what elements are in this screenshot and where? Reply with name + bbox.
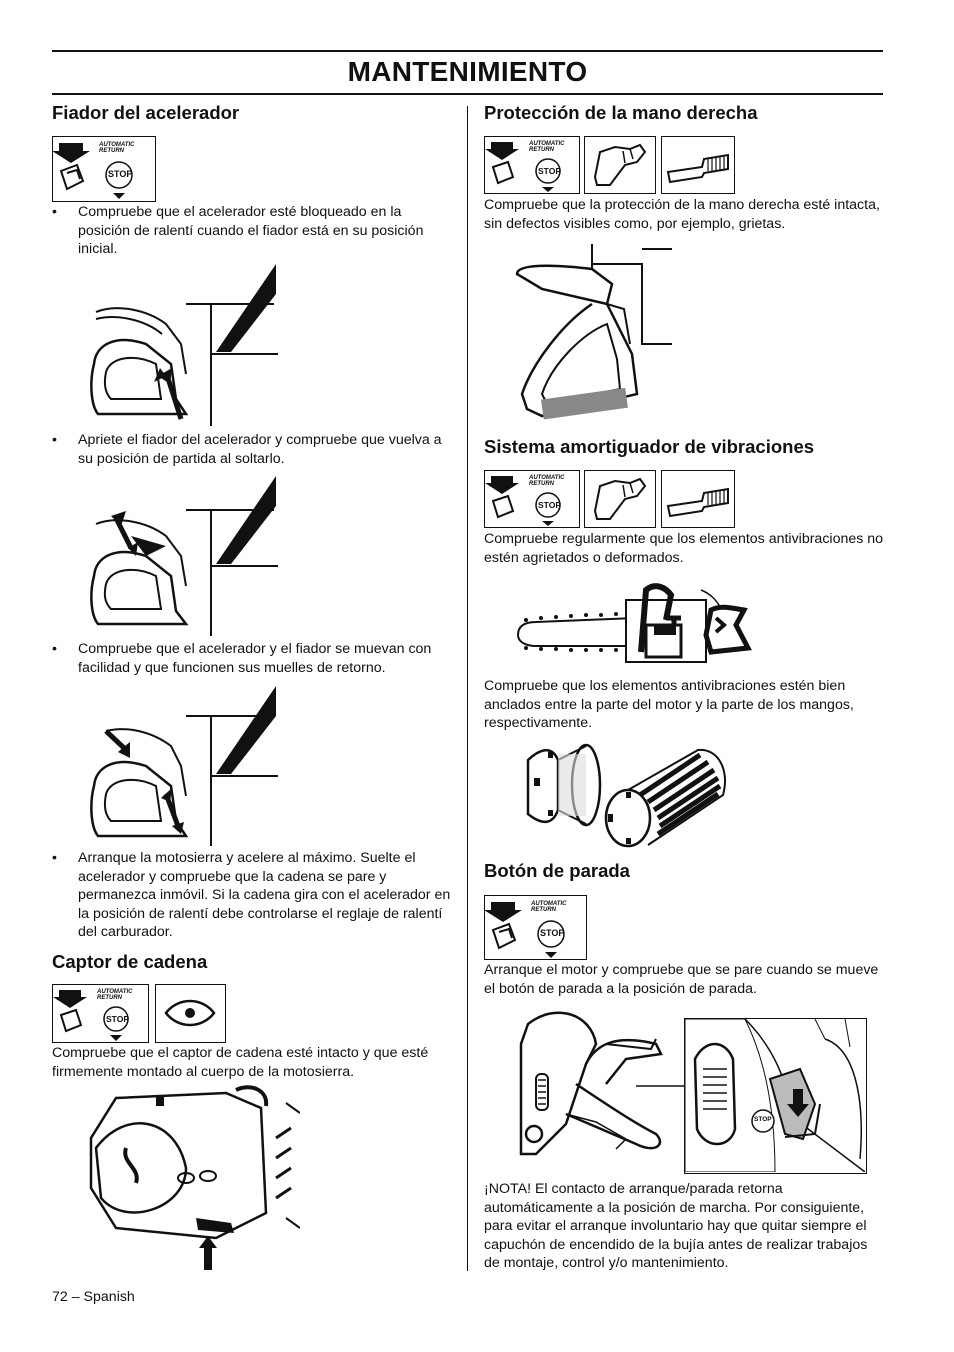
bullet-text-1: Compruebe que el acelerador esté bloqueado en la posición de ralentí cuando el fiador está en su posición inicial. [78, 204, 424, 258]
page-number: 72 – Spanish [52, 1289, 135, 1305]
parada-note: ¡NOTA! El contacto de arranque/parada retorna automáticamente a la posición de marcha. Por consiguiente, para evitar el arranque involuntario hay que quitar siempre el capuchón de encendido de la bujía antes de realizar trabajos de montaje, control y/o mantenimiento. [484, 1181, 868, 1272]
file-tool-icon [661, 470, 735, 528]
captor-text: Compruebe que el captor de cadena esté intacto y que esté firmemente montado al cuerpo de la motosierra. [52, 1045, 429, 1080]
parada-text: Arranque el motor y compruebe que se pare cuando se mueve el botón de parada a la posición de parada. [484, 962, 879, 997]
section-heading-vibraciones: Sistema amortiguador de vibraciones [484, 436, 815, 457]
throttle-lockout-illustration-3 [86, 686, 278, 846]
chainsaw-vibration-illustration [516, 580, 756, 670]
section-heading-proteccion: Protección de la mano derecha [484, 102, 758, 123]
vibraciones-text-2: Compruebe que los elementos antivibraciones estén bien anclados entre la parte del motor y la parte de los mangos, respectivamente. [484, 678, 854, 732]
file-tool-icon [661, 136, 735, 194]
right-hand-guard-illustration [512, 244, 672, 426]
anti-vibration-elements-illustration [518, 740, 730, 850]
stop-switch-overview-illustration [516, 1004, 686, 1156]
bullet-text-3: Compruebe que el acelerador y el fiador se muevan con facilidad y que funcionen sus muelles de retorno. [78, 641, 432, 676]
page-title: MANTENIMIENTO [347, 56, 588, 87]
column-separator [467, 106, 468, 1271]
automatic-return-stop-icon [52, 136, 156, 202]
throttle-lockout-illustration-2 [86, 476, 278, 636]
section-heading-captor: Captor de cadena [52, 951, 208, 972]
bullet-text-4: Arranque la motosierra y acelere al máximo. Suelte el acelerador y compruebe que la cadena se pare y permanezca inmóvil. Si la cadena gira con el acelerador en la posición de ralentí debe controlarse el reglaje de ralentí del carburador. [78, 850, 451, 941]
stop-label: STOP [108, 169, 133, 179]
automatic-return-stop-icon: AUTOMATIC RETURN STOP [484, 136, 580, 194]
section-heading-parada: Botón de parada [484, 860, 630, 881]
proteccion-text: Compruebe que la protección de la mano derecha esté intacta, sin defectos visibles como, por ejemplo, grietas. [484, 197, 880, 232]
glove-icon [584, 470, 656, 528]
eye-icon [155, 984, 226, 1043]
automatic-return-stop-icon: AUTOMATIC RETURN STOP [484, 895, 587, 960]
header-rule-bottom [52, 93, 883, 95]
glove-icon [584, 136, 656, 194]
vibraciones-text-1: Compruebe regularmente que los elementos antivibraciones no estén agrietados o deformados. [484, 531, 884, 566]
chain-catcher-illustration [86, 1078, 300, 1274]
stop-switch-label: STOP [754, 1116, 772, 1123]
throttle-lockout-illustration-1 [86, 264, 278, 426]
stop-switch-detail-illustration [684, 1018, 867, 1174]
automatic-return-label: AUTOMATIC RETURN [99, 142, 135, 154]
header-rule-top [52, 50, 883, 52]
section-heading-fiador: Fiador del acelerador [52, 102, 240, 123]
automatic-return-stop-icon: AUTOMATIC RETURN STOP [484, 470, 580, 528]
automatic-return-stop-icon: AUTOMATIC RETURN STOP [52, 984, 149, 1043]
bullet-text-2: Apriete el fiador del acelerador y compruebe que vuelva a su posición de partida al soltarlo. [78, 432, 442, 467]
